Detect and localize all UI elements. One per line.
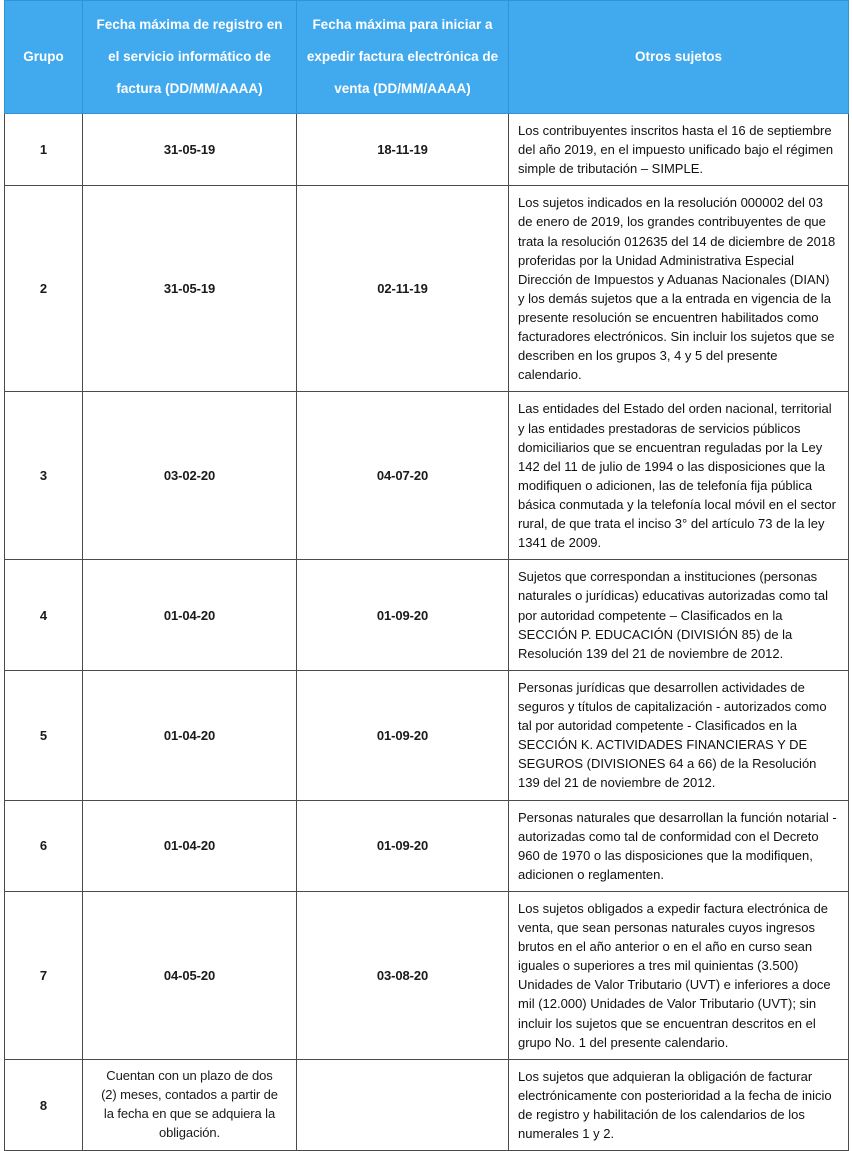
cell-grupo: 8 <box>5 1059 83 1150</box>
cell-otros-sujetos: Los sujetos que adquieran la obligación de facturar electrónicamente con posterioridad a la fecha de inicio de registro y habilitación de los calendarios de los numerales 1 y 2. <box>509 1059 849 1150</box>
cell-fecha-expedir: 02-11-19 <box>297 186 509 392</box>
implementation-calendar-table <box>4 0 849 1151</box>
cell-fecha-registro: 03-02-20 <box>83 392 297 560</box>
cell-fecha-registro: Cuentan con un plazo de dos (2) meses, contados a partir de la fecha en que se adquiera la obligación. <box>83 1059 297 1150</box>
cell-fecha-expedir: 01-09-20 <box>297 670 509 800</box>
column-header-fecha-expedir <box>297 1 509 114</box>
table-header <box>5 1 849 114</box>
cell-otros-sujetos: Los contribuyentes inscritos hasta el 16 de septiembre del año 2019, en el impuesto unificado bajo el régimen simple de tributación – SIMPLE. <box>509 114 849 186</box>
column-header-fecha-registro-line3: factura (DD/MM/AAAA) <box>116 80 263 96</box>
table-body <box>5 114 849 1151</box>
column-header-fecha-registro-line1: Fecha máxima de registro en <box>96 17 283 33</box>
cell-otros-sujetos: Las entidades del Estado del orden nacional, territorial y las entidades prestadoras de servicios públicos domiciliarios que se encuentran reguladas por la Ley 142 del 11 de julio de 1994 o las disposiciones que la modifiquen o adicionen, las de telefonía fija pública básica conmutada y la telefonía local móvil en el sector rural, de que trata el inciso 3° del artículo 73 de la ley 1341 de 2009. <box>509 392 849 560</box>
cell-grupo: 5 <box>5 670 83 800</box>
cell-fecha-registro: 31-05-19 <box>83 114 297 186</box>
column-header-fecha-expedir-line3: venta (DD/MM/AAAA) <box>334 80 471 96</box>
cell-fecha-expedir: 01-09-20 <box>297 800 509 891</box>
column-header-fecha-expedir-line2: expedir factura electrónica de <box>306 49 499 65</box>
cell-otros-sujetos: Sujetos que correspondan a instituciones (personas naturales o jurídicas) educativas autorizadas como tal por autoridad competente – Clasificados en la SECCIÓN P. EDUCACIÓN (DIVISIÓN 85) de la Resolución 139 del 21 de noviembre de 2012. <box>509 560 849 671</box>
column-header-fecha-expedir-line1: Fecha máxima para iniciar a <box>312 17 493 33</box>
table-row <box>5 560 849 671</box>
cell-grupo: 3 <box>5 392 83 560</box>
cell-fecha-expedir: 18-11-19 <box>297 114 509 186</box>
cell-fecha-expedir <box>297 1059 509 1150</box>
cell-grupo: 6 <box>5 800 83 891</box>
cell-grupo: 4 <box>5 560 83 671</box>
table-row <box>5 800 849 891</box>
column-header-grupo: Grupo <box>5 1 83 114</box>
cell-fecha-registro: 04-05-20 <box>83 891 297 1059</box>
cell-otros-sujetos: Personas naturales que desarrollan la función notarial - autorizadas como tal de conformidad con el Decreto 960 de 1970 o las disposiciones que la modifiquen, adicionen o reglamenten. <box>509 800 849 891</box>
cell-fecha-expedir: 03-08-20 <box>297 891 509 1059</box>
column-header-fecha-registro-line2: el servicio informático de <box>108 49 271 65</box>
table-row <box>5 114 849 186</box>
table-row <box>5 1059 849 1150</box>
table-row <box>5 670 849 800</box>
cell-fecha-registro: 01-04-20 <box>83 670 297 800</box>
column-header-otros-sujetos: Otros sujetos <box>509 1 849 114</box>
cell-otros-sujetos: Los sujetos obligados a expedir factura electrónica de venta, que sean personas naturales cuyos ingresos brutos en el año anterior o en el año en curso sean iguales o superiores a tres mil quinientas (3.500) Unidades de Valor Tributario (UVT) e inferiores a doce mil (12.000) Unidades de Valor Tributario (UVT); sin incluir los sujetos que se encuentran descritos en el grupo No. 1 del presente calendario. <box>509 891 849 1059</box>
cell-grupo: 1 <box>5 114 83 186</box>
table-row <box>5 186 849 392</box>
cell-fecha-registro: 31-05-19 <box>83 186 297 392</box>
cell-otros-sujetos: Personas jurídicas que desarrollen actividades de seguros y títulos de capitalización - autorizados como tal por autoridad competente - Clasificados en la SECCIÓN K. ACTIVIDADES FINANCIERAS Y DE SEGUROS (DIVISIONES 64 a 66) de la Resolución 139 del 21 de noviembre de 2012. <box>509 670 849 800</box>
cell-fecha-registro: 01-04-20 <box>83 560 297 671</box>
cell-fecha-expedir: 04-07-20 <box>297 392 509 560</box>
cell-grupo: 2 <box>5 186 83 392</box>
table-header-row <box>5 1 849 114</box>
cell-otros-sujetos: Los sujetos indicados en la resolución 000002 del 03 de enero de 2019, los grandes contribuyentes de que trata la resolución 012635 del 14 de diciembre de 2018 proferidas por la Unidad Administrativa Especial Dirección de Impuestos y Aduanas Nacionales (DIAN) y los demás sujetos que a la entrada en vigencia de la presente resolución se encuentren habilitados como facturadores electrónicos. Sin incluir los sujetos que se describen en los grupos 3, 4 y 5 del presente calendario. <box>509 186 849 392</box>
table-row <box>5 392 849 560</box>
cell-grupo: 7 <box>5 891 83 1059</box>
column-header-fecha-registro <box>83 1 297 114</box>
cell-fecha-registro: 01-04-20 <box>83 800 297 891</box>
table-row <box>5 891 849 1059</box>
cell-fecha-expedir: 01-09-20 <box>297 560 509 671</box>
